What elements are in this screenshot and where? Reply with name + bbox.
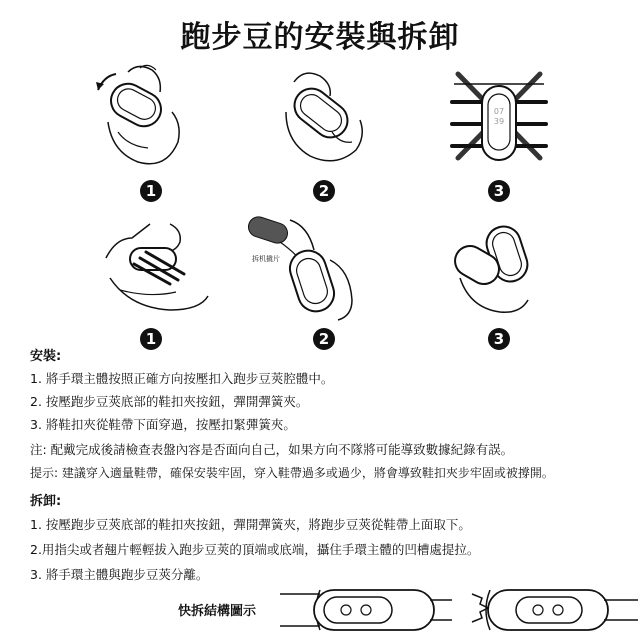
install-step-3-illustration	[444, 62, 554, 172]
page-title: 跑步豆的安裝與拆卸	[180, 20, 460, 55]
install-heading: 安裝:	[30, 349, 62, 364]
install-note: 注: 配戴完成後請檢查表盤內容是否面向自己，如果方向不隊將可能導致數據紀錄有誤。	[30, 442, 514, 457]
quick-release-diagram-label: 快拆結構圖示	[178, 604, 257, 619]
remove-step-2-number: 2	[313, 328, 335, 350]
install-step-2-illustration	[272, 62, 372, 172]
install-tip: 提示: 建議穿入適量鞋帶，確保安裝牢固，穿入鞋帶過多或過少，將會導致鞋扣夾步牢固或被撐開。	[30, 466, 554, 480]
install-line-1: 1. 將手環主體按照正確方向按壓扣入跑步豆莢腔體中。	[30, 371, 334, 386]
install-line-3: 3. 將鞋扣夾從鞋帶下面穿過，按壓扣緊彈簧夾。	[30, 417, 296, 432]
remove-step-1-number: 1	[140, 328, 162, 350]
remove-line-2: 2.用指尖或者翹片輕輕拔入跑步豆莢的頂端或底端，攝住手環主體的凹槽處提拉。	[30, 542, 480, 557]
pry-tool-callout: 拆机撬片	[252, 255, 280, 263]
remove-step-2-illustration	[240, 210, 370, 325]
svg-text:07: 07	[493, 107, 505, 116]
quick-release-diagram-left	[280, 586, 460, 634]
remove-line-1: 1. 按壓跑步豆莢底部的鞋扣夾按鈕，彈開彈簧夾，將跑步豆莢從鞋帶上面取下。	[30, 517, 471, 532]
remove-step-3-number: 3	[488, 328, 510, 350]
remove-step-1-illustration	[100, 218, 210, 318]
install-step-2-number: 2	[313, 180, 335, 202]
svg-text:39: 39	[493, 117, 505, 126]
install-step-3-number: 3	[488, 180, 510, 202]
remove-line-3: 3. 將手環主體與跑步豆莢分離。	[30, 567, 209, 582]
remove-step-3-illustration	[448, 222, 538, 317]
install-line-2: 2. 按壓跑步豆莢底部的鞋扣夾按鈕，彈開彈簧夾。	[30, 394, 309, 409]
install-step-1-illustration	[88, 62, 188, 172]
quick-release-diagram-right	[470, 586, 640, 634]
remove-heading: 拆卸:	[30, 494, 62, 509]
install-step-1-number: 1	[140, 180, 162, 202]
